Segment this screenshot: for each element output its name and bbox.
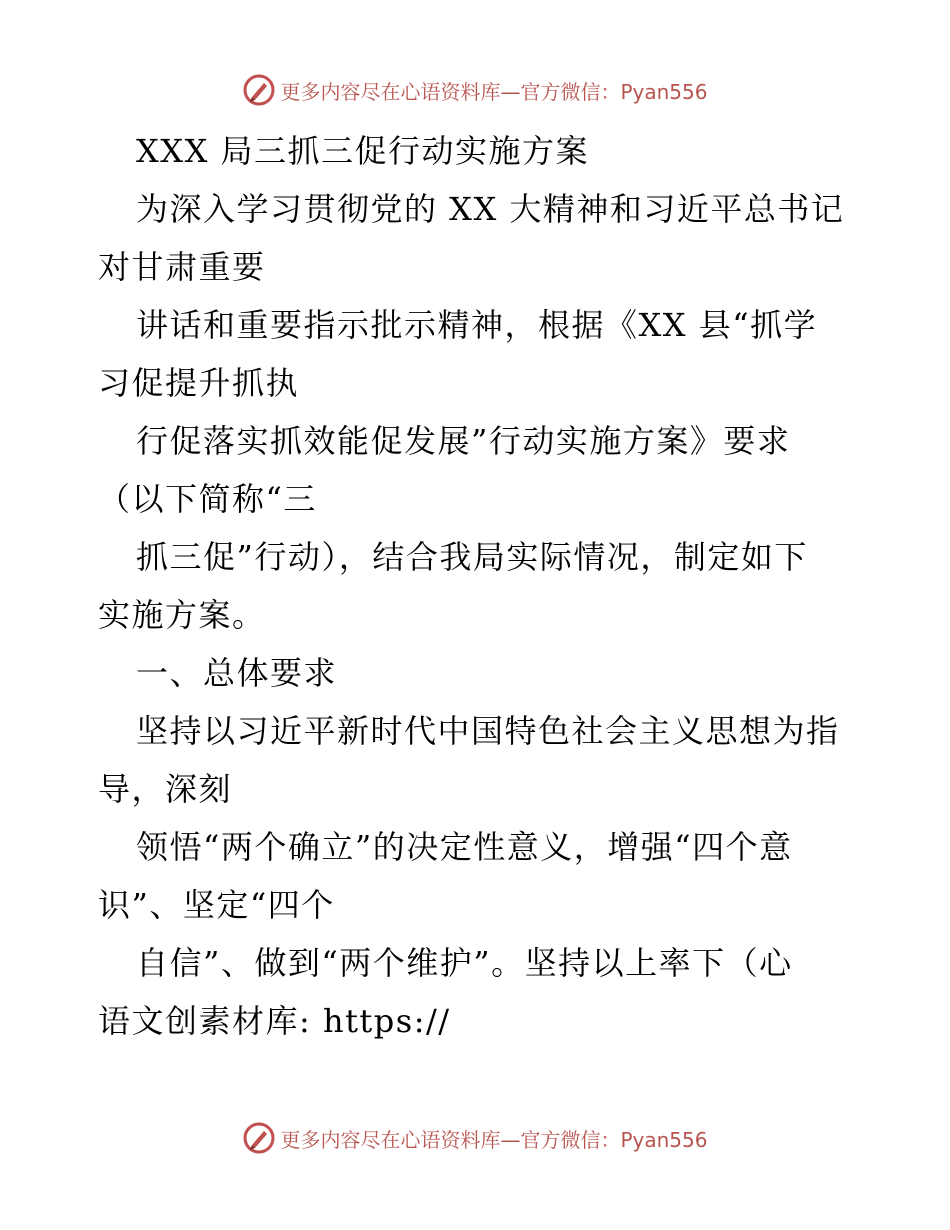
paragraph-line: 语文创素材库: https://	[98, 1002, 451, 1040]
pen-circle-logo-icon	[242, 73, 276, 107]
footer-watermark-banner	[0, 1118, 950, 1158]
paragraph-line: 坚持以习近平新时代中国特色社会主义思想为指	[136, 712, 840, 750]
footer-banner-text: 更多内容尽在心语资料库—官方微信：Pyan556	[280, 1127, 708, 1152]
paragraph-line: 实施方案。	[98, 596, 266, 634]
paragraph-line: 识”、坚定“四个	[98, 886, 335, 924]
paragraph-line: 自信”、做到“两个维护”。坚持以上率下（心	[136, 944, 793, 982]
paragraph-line: （以下简称“三	[98, 480, 317, 518]
paragraph-line: 导，深刻	[98, 770, 233, 808]
pen-circle-logo-icon	[242, 1121, 276, 1155]
header-banner-text: 更多内容尽在心语资料库—官方微信：Pyan556	[280, 79, 708, 104]
document-body	[98, 122, 858, 1050]
paragraph-line: 习促提升抓执	[98, 364, 300, 402]
paragraph-line: 对甘肃重要	[98, 248, 266, 286]
paragraph-line: 抓三促”行动），结合我局实际情况，制定如下	[136, 538, 808, 576]
header-watermark-banner	[0, 70, 950, 110]
section-heading: 一、总体要求	[136, 654, 338, 692]
document-title: XXX 局三抓三促行动实施方案	[136, 132, 590, 170]
paragraph-line: 领悟“两个确立”的决定性意义，增强“四个意	[136, 828, 793, 866]
paragraph-line: 为深入学习贯彻党的 XX 大精神和习近平总书记	[136, 190, 845, 228]
paragraph-line: 讲话和重要指示批示精神，根据《XX 县“抓学	[136, 306, 818, 344]
paragraph-line: 行促落实抓效能促发展”行动实施方案》要求	[136, 422, 791, 460]
